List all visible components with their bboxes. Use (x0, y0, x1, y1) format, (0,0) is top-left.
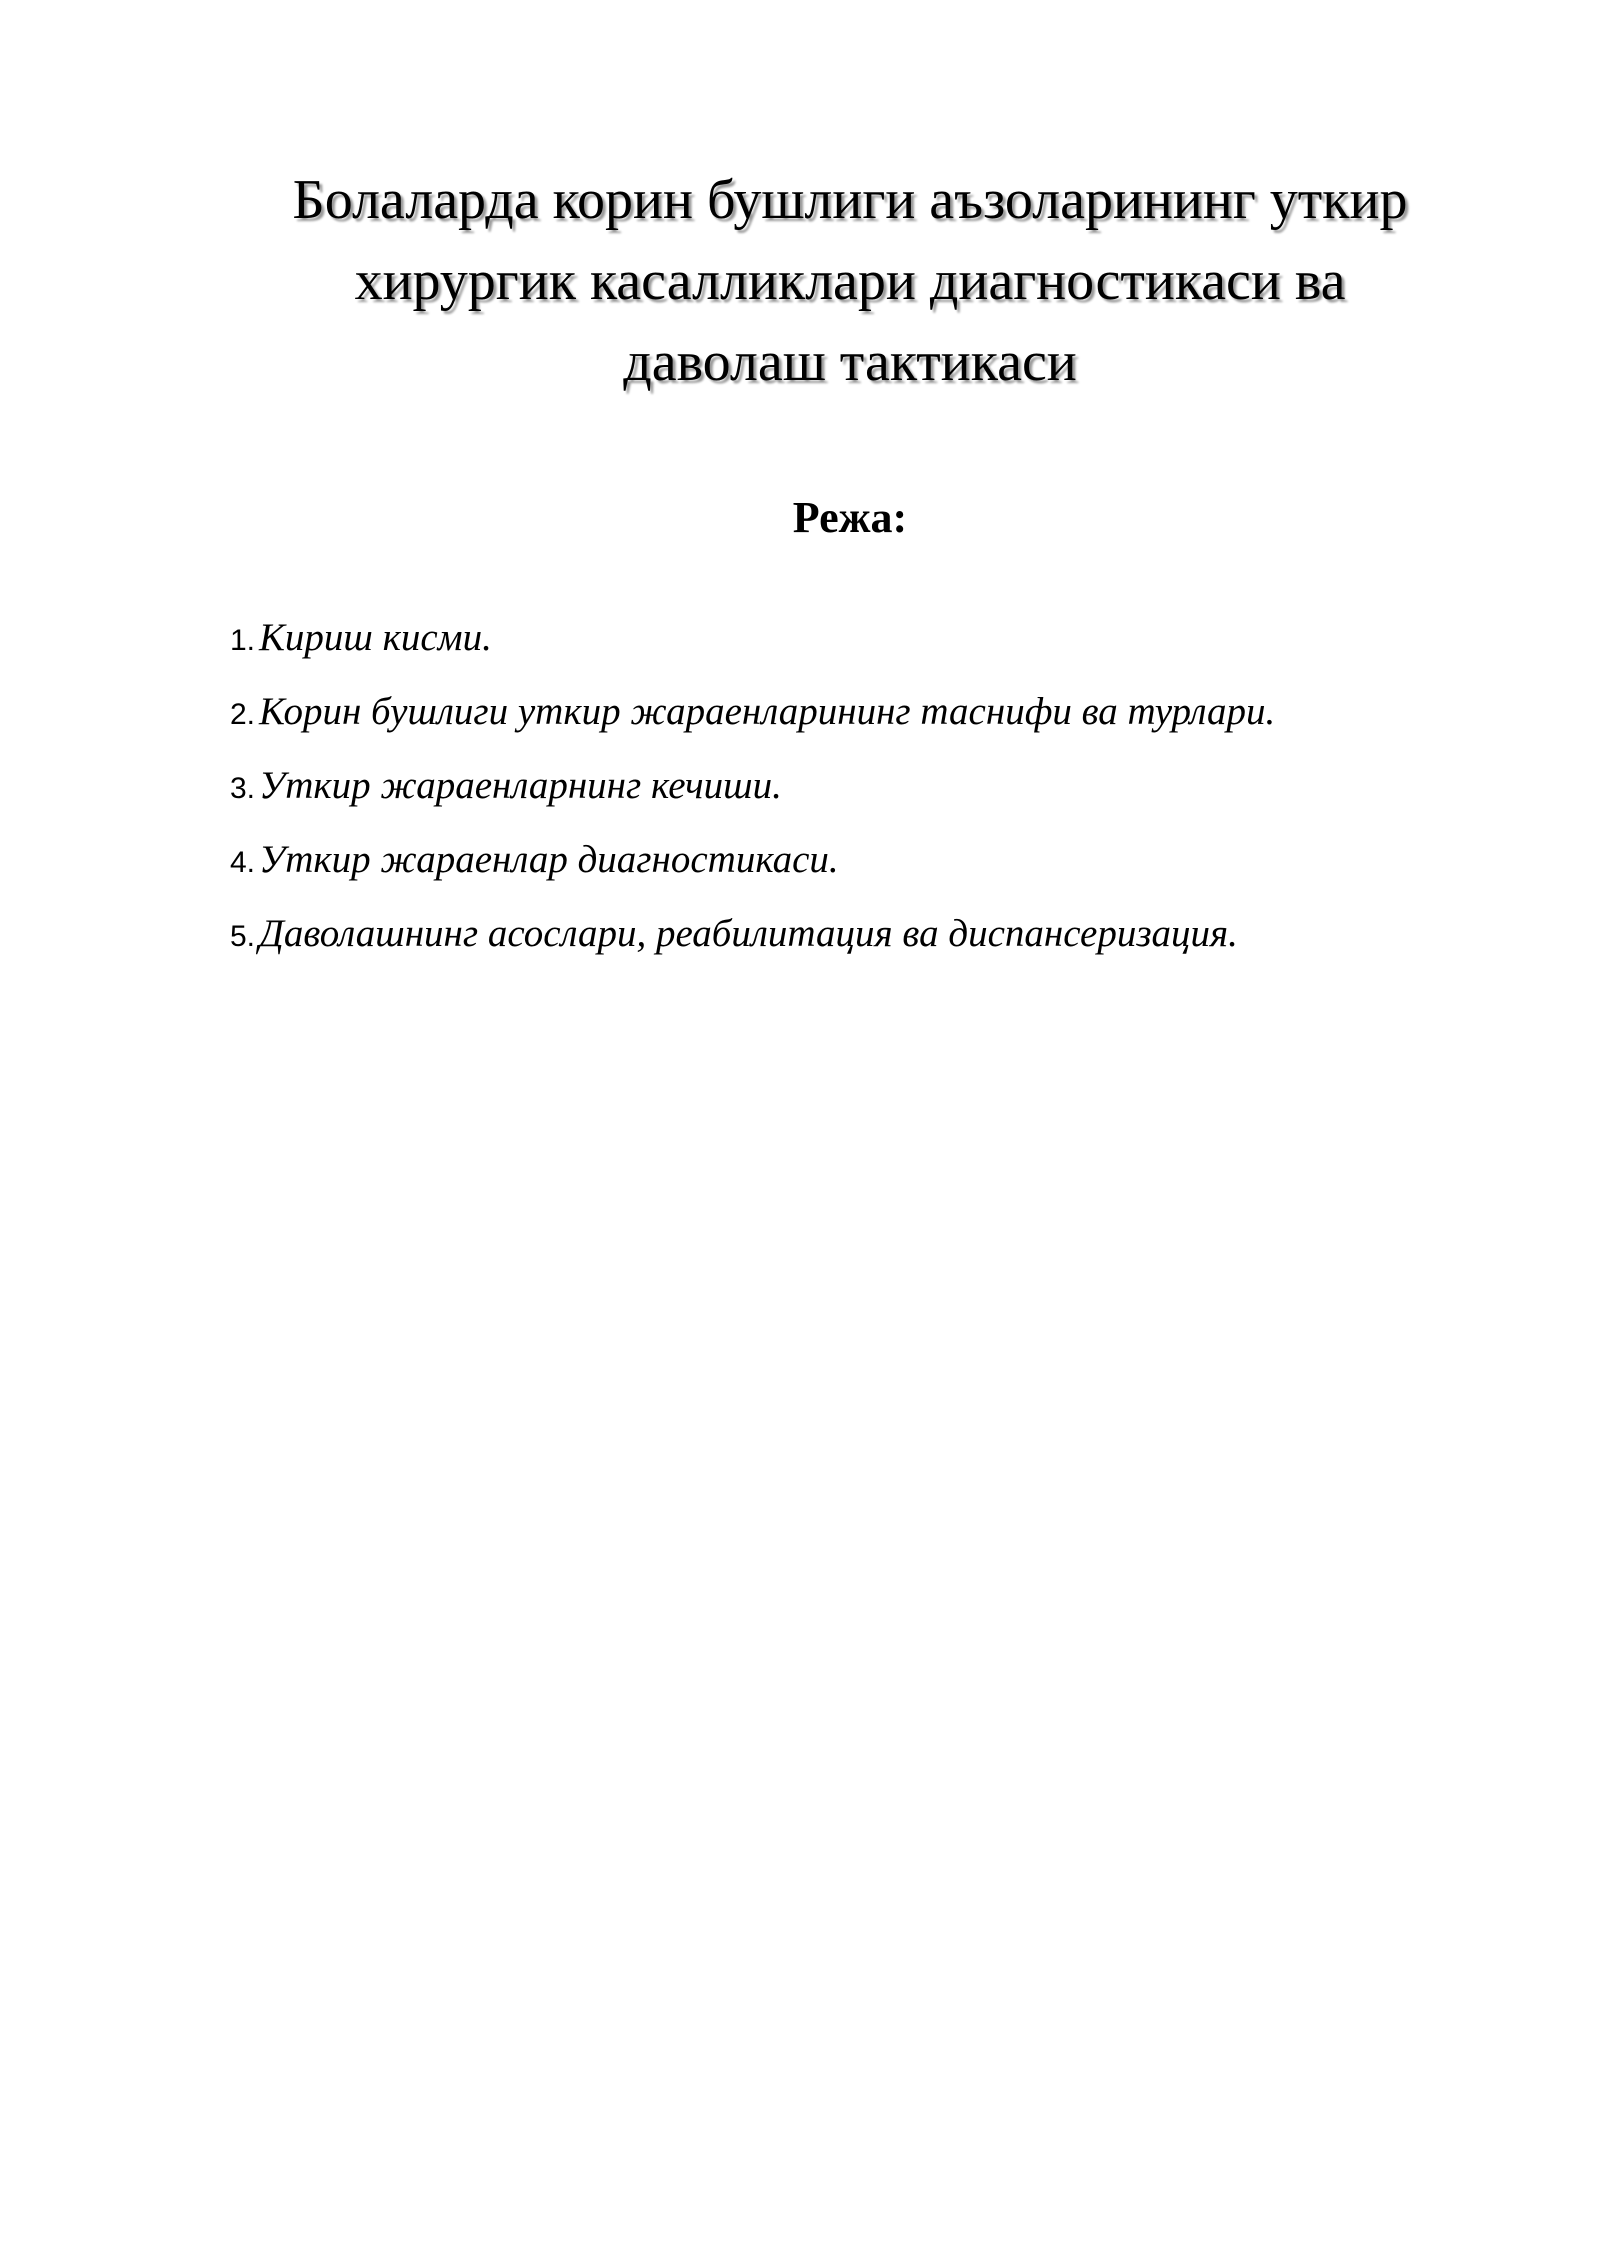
plan-item-number: 2. (230, 698, 256, 731)
plan-item-text: Кириш кисми. (259, 616, 492, 659)
plan-item-text: Уткир жараенларнинг кечиши. (259, 764, 782, 807)
plan-item-number: 4. (230, 846, 256, 879)
title-line-1: Болаларда корин бушлиги аъзоларининг уткир (292, 169, 1408, 231)
plan-item-text: Даволашнинг асослари, реабилитация ва диспансеризация. (259, 912, 1238, 955)
title-line-3: даволаш тактикаси (623, 331, 1077, 393)
plan-item-4 (230, 830, 1530, 904)
plan-item-1 (230, 608, 1530, 682)
plan-item-text: Корин бушлиги уткир жараенларининг таснифи ва турлари. (259, 690, 1276, 733)
plan-item-3 (230, 756, 1530, 830)
plan-list (230, 608, 1530, 978)
plan-item-5 (230, 904, 1530, 978)
plan-item-number: 1. (230, 624, 256, 657)
plan-item-number: 5. (230, 920, 256, 953)
title-line-2: хирургик касалликлари диагностикаси ва (354, 250, 1346, 312)
plan-item-text: Уткир жараенлар диагностикаси. (259, 838, 839, 881)
plan-item-2 (230, 682, 1530, 756)
document-title (200, 160, 1500, 403)
plan-heading: Режа: (792, 493, 908, 542)
plan-item-number: 3. (230, 772, 256, 805)
